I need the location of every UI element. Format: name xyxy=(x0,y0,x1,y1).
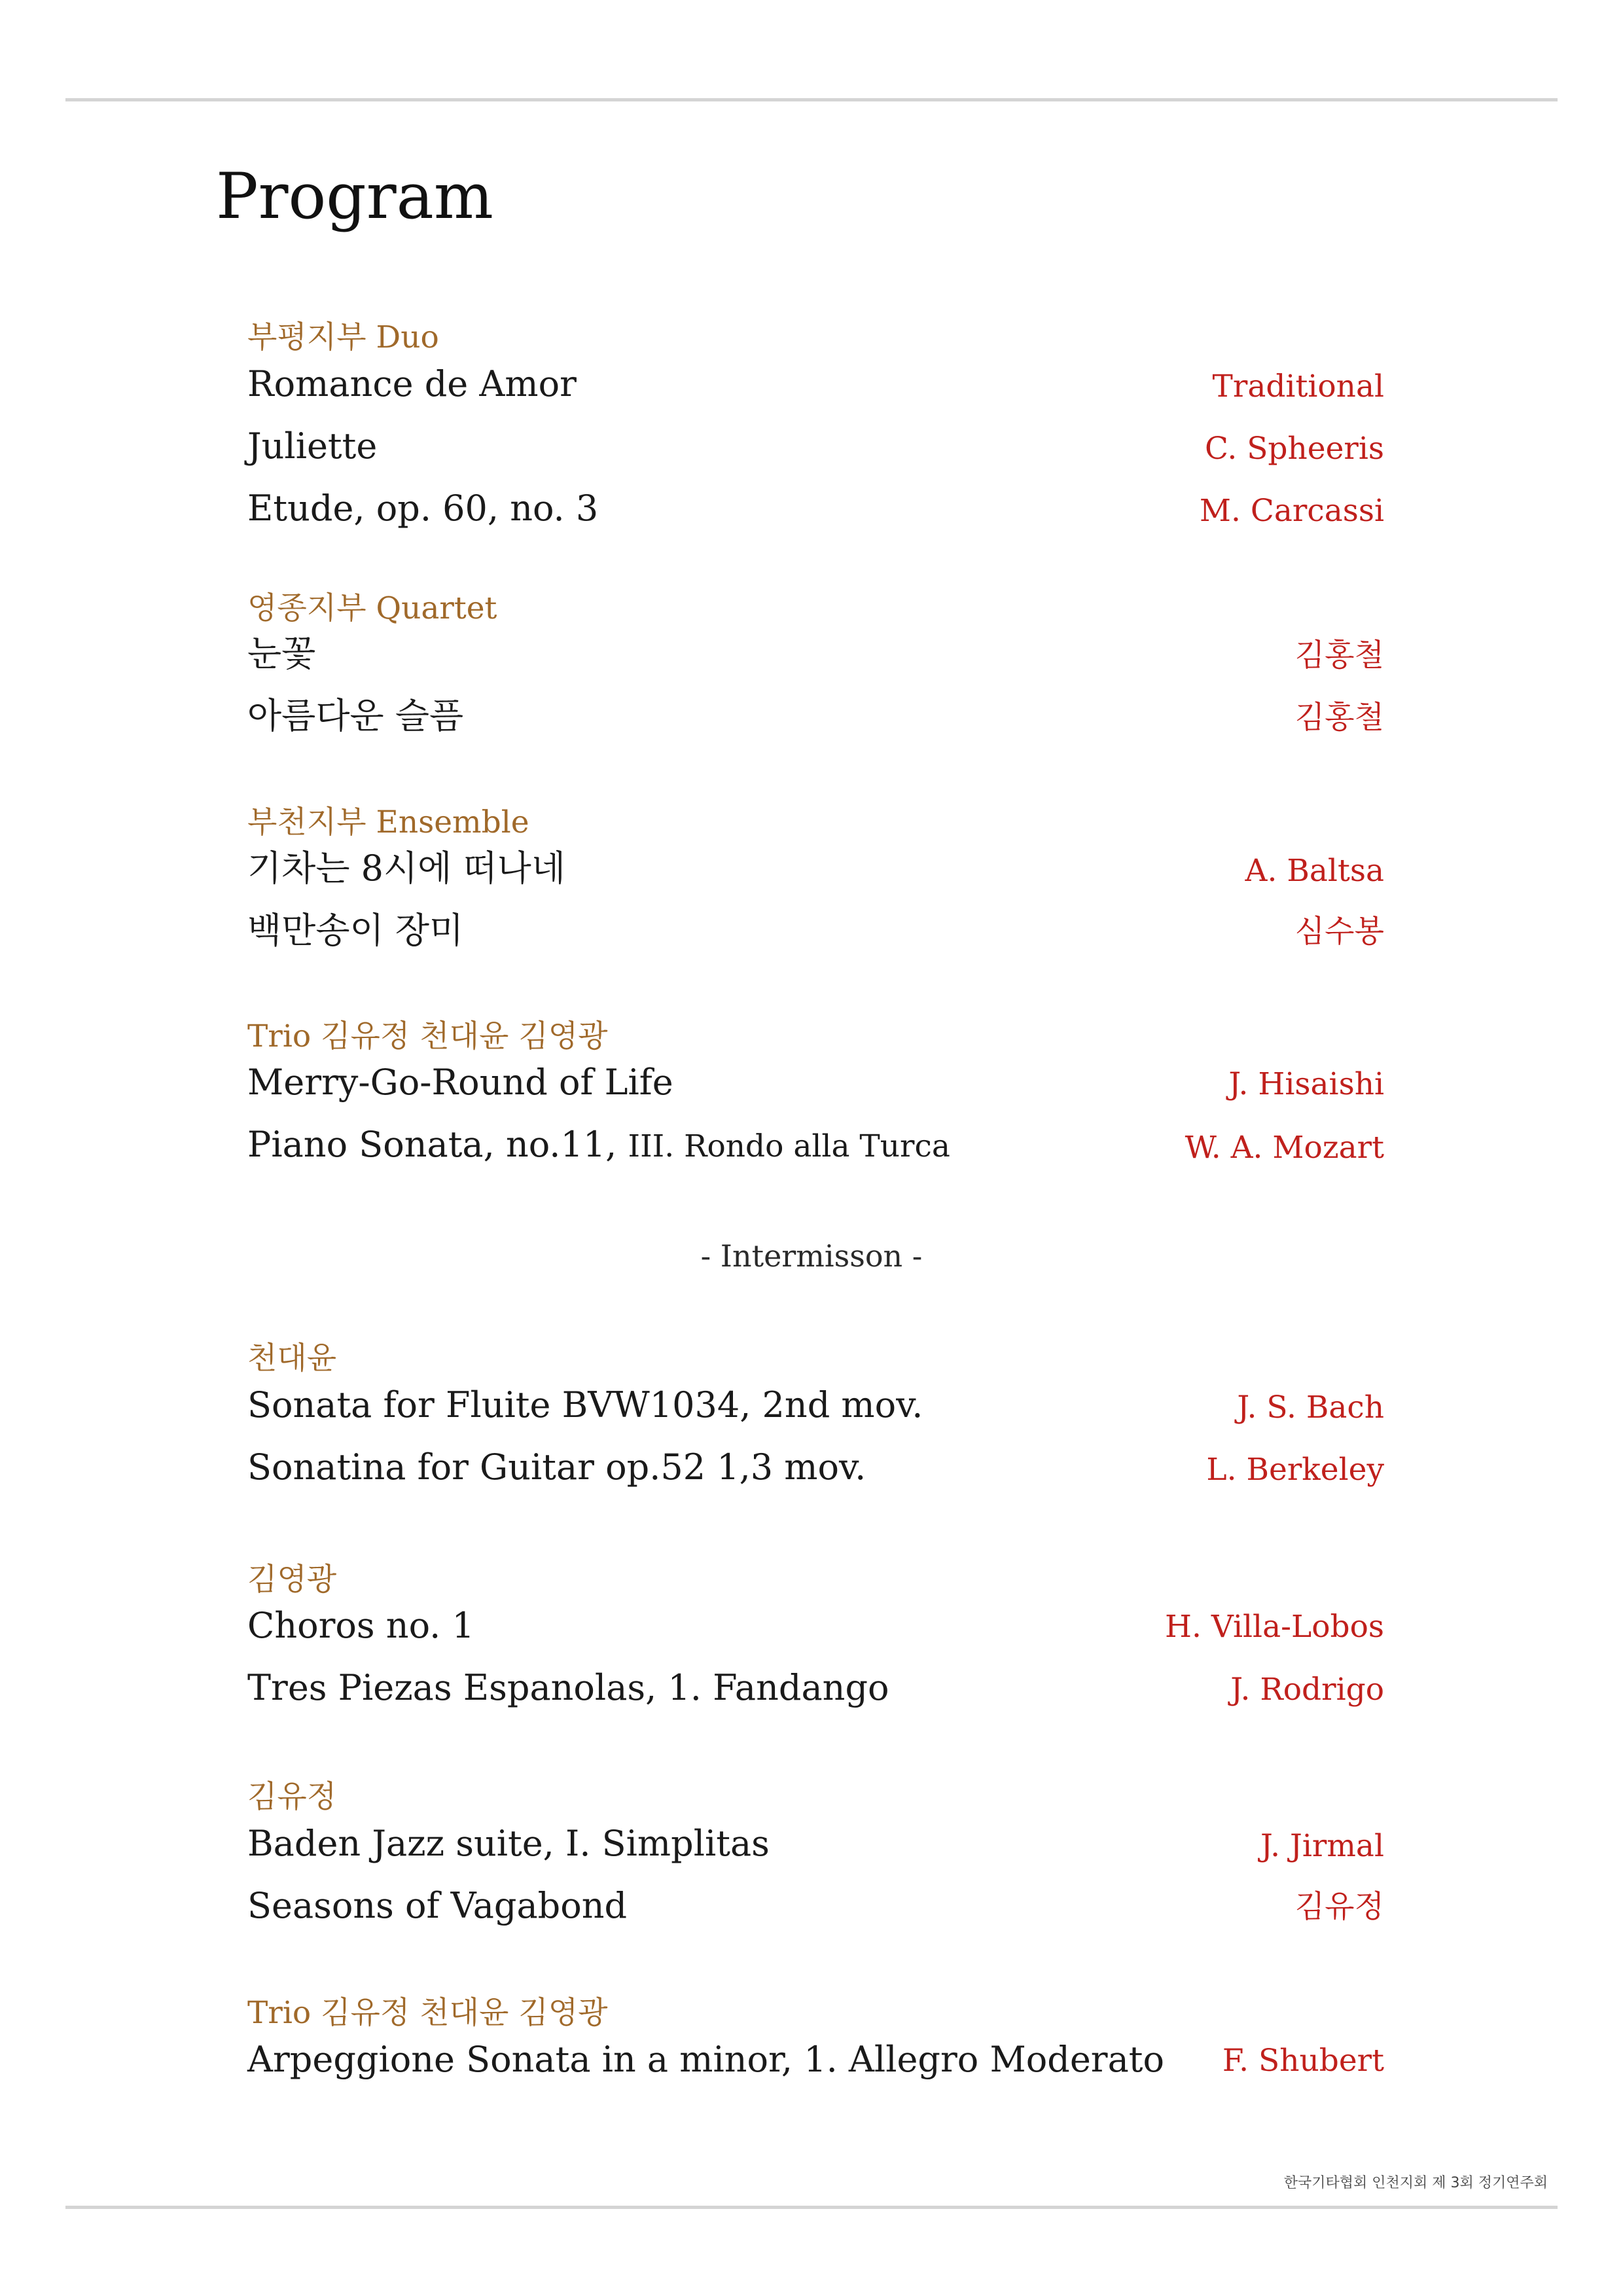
section-label: 김영광 xyxy=(247,1562,337,1598)
section-label: 김유정 xyxy=(247,1779,337,1815)
composer-name: L. Berkeley xyxy=(1206,1452,1384,1488)
composer-name: M. Carcassi xyxy=(1199,493,1384,529)
intermission-label: - Intermisson - xyxy=(700,1238,923,1274)
section-label: 부평지부 Duo xyxy=(247,319,439,355)
piece-title: Romance de Amor xyxy=(247,363,577,404)
composer-name: 심수봉 xyxy=(1294,914,1384,950)
composer-name: 김유정 xyxy=(1294,1889,1384,1925)
top-divider xyxy=(65,98,1558,101)
composer-name: 김홍철 xyxy=(1294,700,1384,736)
piece-title: Juliette xyxy=(247,425,378,467)
section-label: Trio 김유정 천대윤 김영광 xyxy=(247,1018,608,1054)
piece-title-main: Piano Sonata, no.11, xyxy=(247,1124,617,1165)
footer-note: 한국기타협회 인천지회 제 3회 정기연주회 xyxy=(1283,2175,1548,2191)
composer-name: H. Villa-Lobos xyxy=(1165,1609,1384,1645)
composer-name: J. Rodrigo xyxy=(1230,1672,1384,1708)
composer-name: J. Jirmal xyxy=(1260,1828,1384,1864)
piece-title: 기차는 8시에 떠나네 xyxy=(247,848,565,889)
composer-name: F. Shubert xyxy=(1222,2043,1384,2079)
bottom-divider xyxy=(65,2206,1558,2209)
section-label: 부천지부 Ensemble xyxy=(247,804,529,840)
piece-title-movement: III. Rondo alla Turca xyxy=(628,1128,950,1164)
piece-title: Sonatina for Guitar op.52 1,3 mov. xyxy=(247,1446,866,1488)
section-label: 천대윤 xyxy=(247,1340,337,1376)
composer-name: J. S. Bach xyxy=(1237,1390,1384,1426)
piece-title: Etude, op. 60, no. 3 xyxy=(247,488,599,529)
composer-name: W. A. Mozart xyxy=(1185,1130,1384,1166)
composer-name: A. Baltsa xyxy=(1245,853,1384,889)
piece-title: 눈꽃 xyxy=(247,633,316,674)
section-label: 영종지부 Quartet xyxy=(247,590,497,626)
piece-title xyxy=(247,1124,950,1165)
piece-title: 백만송이 장미 xyxy=(247,910,464,951)
composer-name: 김홍철 xyxy=(1294,637,1384,673)
piece-title: Seasons of Vagabond xyxy=(247,1885,628,1926)
piece-title: Sonata for Fluite BVW1034, 2nd mov. xyxy=(247,1384,923,1426)
section-label: Trio 김유정 천대윤 김영광 xyxy=(247,1995,608,2031)
piece-title: Baden Jazz suite, I. Simplitas xyxy=(247,1823,770,1864)
piece-title: Arpeggione Sonata in a minor, 1. Allegro Moderato xyxy=(247,2039,1165,2080)
composer-name: J. Hisaishi xyxy=(1228,1066,1384,1102)
piece-title: 아름다운 슬픔 xyxy=(247,695,464,736)
page-title: Program xyxy=(216,160,493,233)
composer-name: C. Spheeris xyxy=(1205,431,1384,467)
piece-title: Tres Piezas Espanolas, 1. Fandango xyxy=(247,1667,889,1708)
composer-name: Traditional xyxy=(1212,368,1384,404)
piece-title: Choros no. 1 xyxy=(247,1605,474,1646)
piece-title: Merry-Go-Round of Life xyxy=(247,1062,673,1103)
